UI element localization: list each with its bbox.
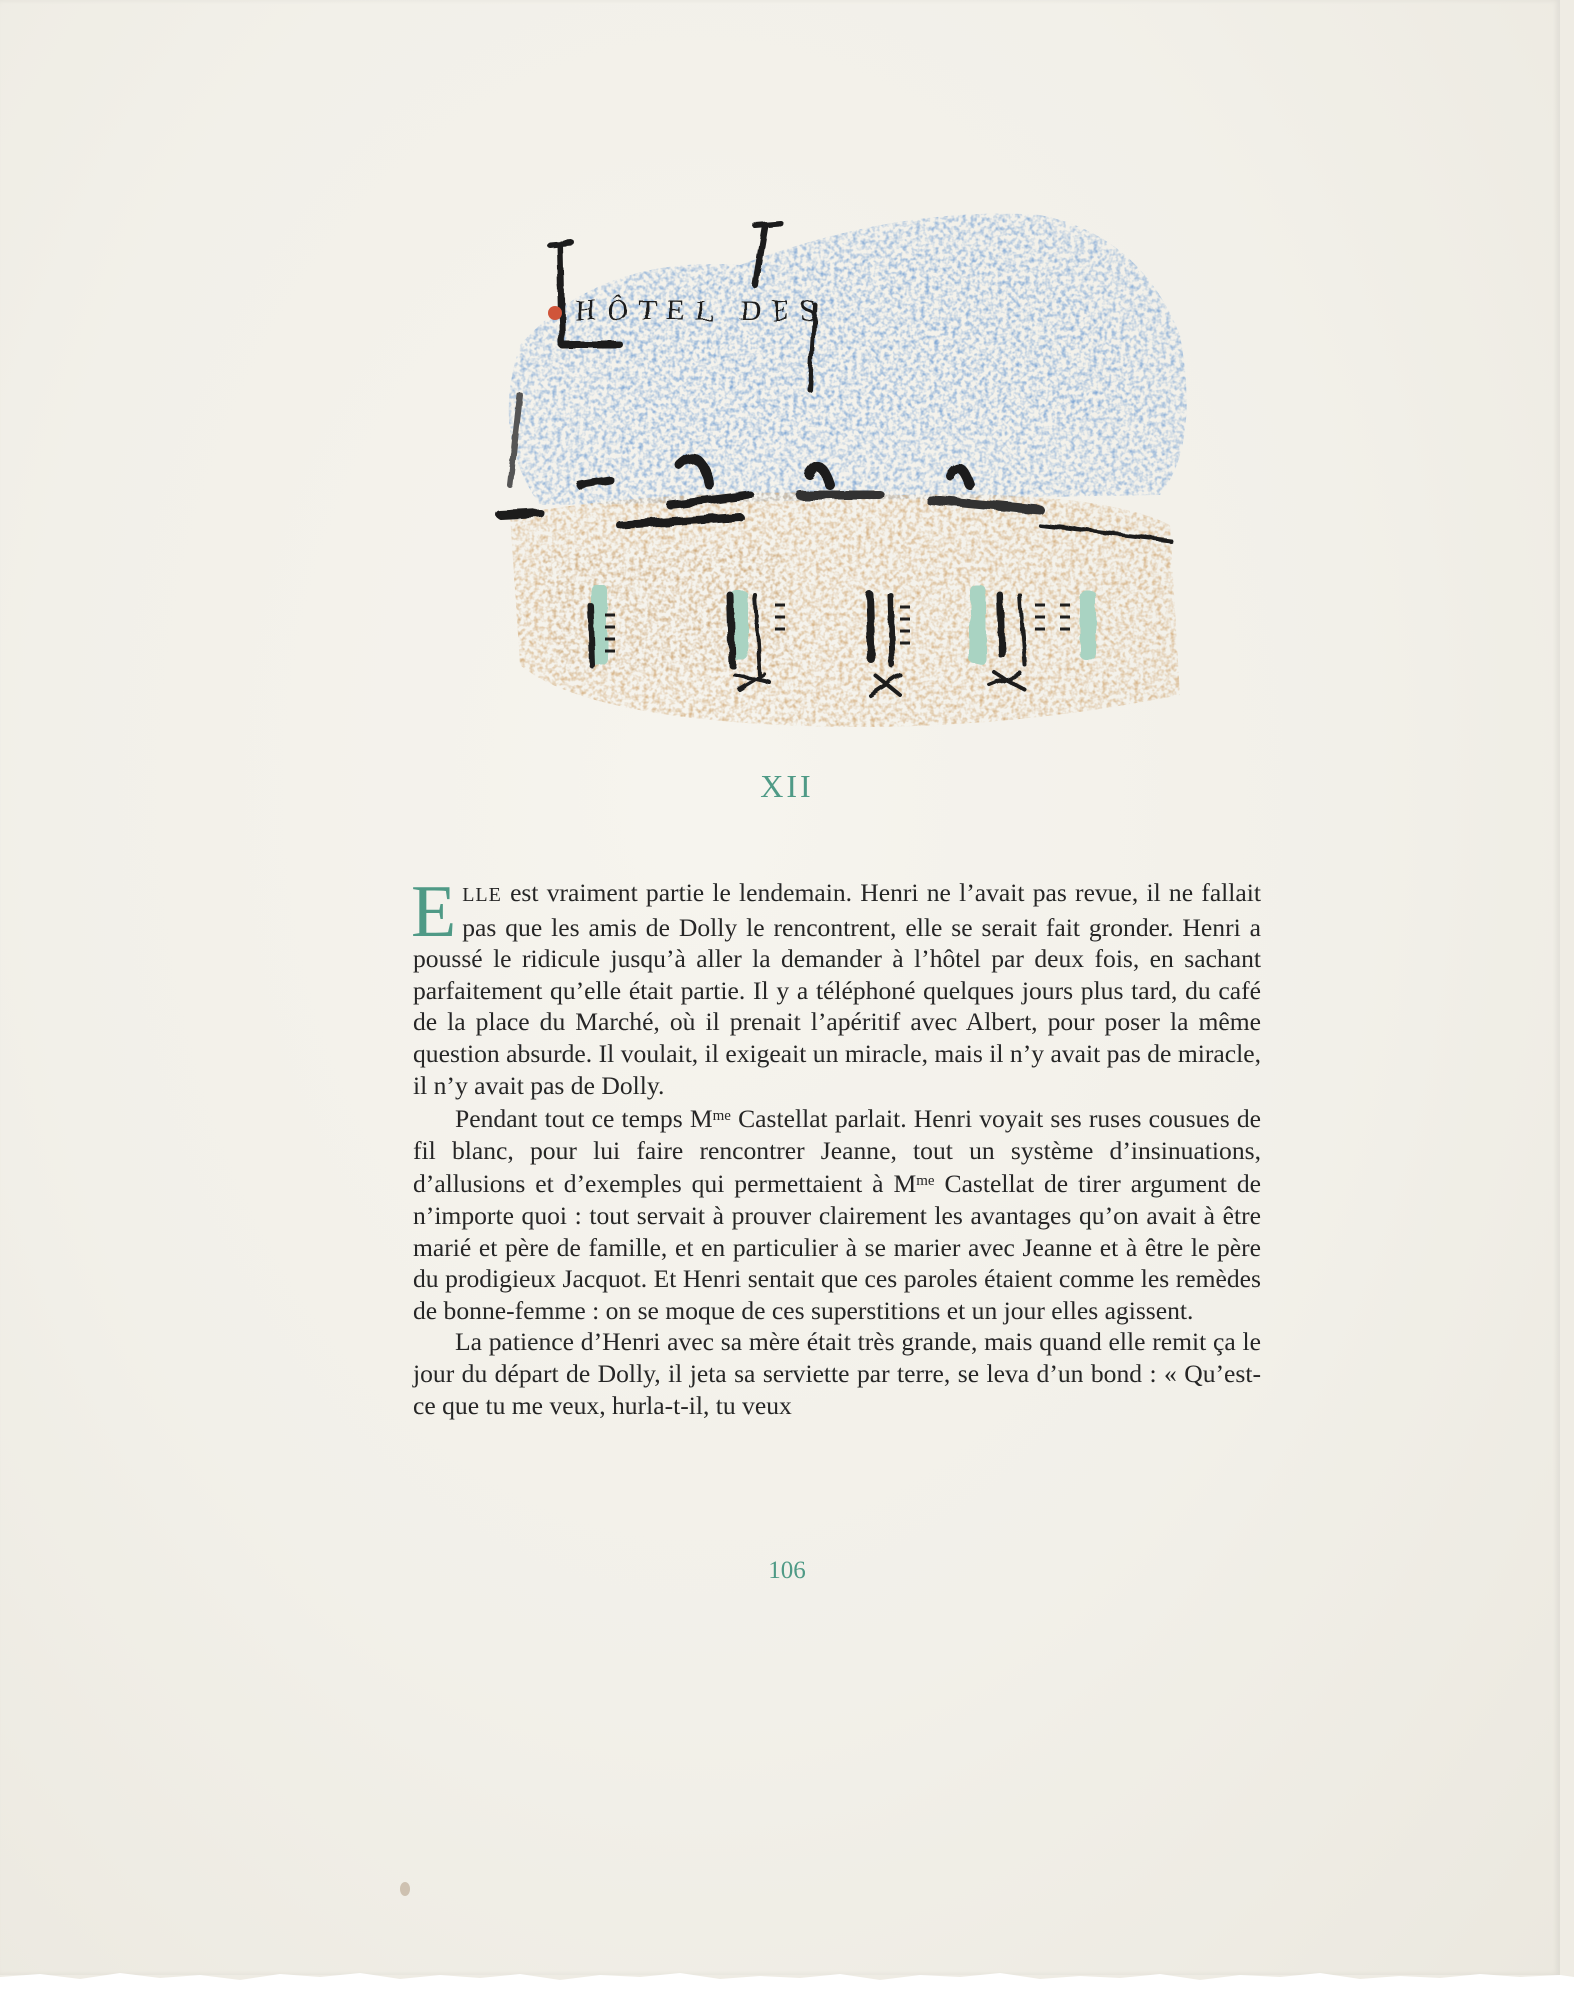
paragraph-3: La patience d’Henri avec sa mère était très grande, mais quand elle remit ça le jour du départ de Dolly, il jeta sa serviette par terre, se leva d’un bond : « Qu’est-ce que tu me veux, hurla-t-il, tu veux [413, 1327, 1261, 1420]
hotel-illustration [480, 195, 1200, 735]
deckled-edge [0, 1965, 1574, 2000]
title-abbrev-2: me [916, 1173, 935, 1190]
small-caps-opening: LLE [462, 884, 502, 906]
drop-cap: E [411, 871, 457, 953]
paper-stain [400, 1882, 410, 1896]
title-abbrev-1: me [712, 1108, 731, 1125]
chapter-number: XII [760, 768, 814, 804]
paragraph-2-text-c: Castellat de tirer argument de n’importe quoi : tout servait à prouver clairement les avantages qu’on avait à être marié et père de famille, et en particulier à se marier avec Jeanne et à être le père du prodigieux Jacquot. Et Henri sentait que ces paroles étaient comme les remèdes de bonne-femme : on se moque de ces superstitions et un jour elles agissent. [413, 1169, 1261, 1325]
hotel-sign-lettering: HÔTEL DES [575, 294, 827, 327]
paragraph-1 [411, 871, 1261, 1101]
sky-wash [509, 214, 1187, 505]
page-number: 106 [768, 1557, 806, 1584]
paragraph-2 [413, 1101, 1261, 1326]
paragraph-2-text-a: Pendant tout ce temps M [455, 1104, 713, 1134]
body-text [411, 871, 1261, 1421]
paragraph-1-text: est vraiment partie le lendemain. Henri ne l’avait pas revue, il ne fallait pas que les amis de Dolly le rencontrent, elle se serait fait gronder. Henri a poussé le ridicule jusqu’à aller la demander à l’hôtel par deux fois, en sachant parfaitement qu’elle était partie. Il y a téléphoné quelques jours plus tard, du café de la place du Marché, où il prenait l’apéritif avec Albert, pour poser la même question absurde. Il voulait, il exigeait un miracle, mais il n’y avait pas de miracle, il n’y avait pas de Dolly. [413, 878, 1261, 1100]
red-accent [548, 306, 562, 320]
paragraph-2-text-b: Castellat parlait. Henri voyait ses ruses cousues de fil blanc, pour lui faire rencontrer Jeanne, tout un système d’insinuations, d’allusions et d’exemples qui permettaient à M [413, 1104, 1261, 1199]
